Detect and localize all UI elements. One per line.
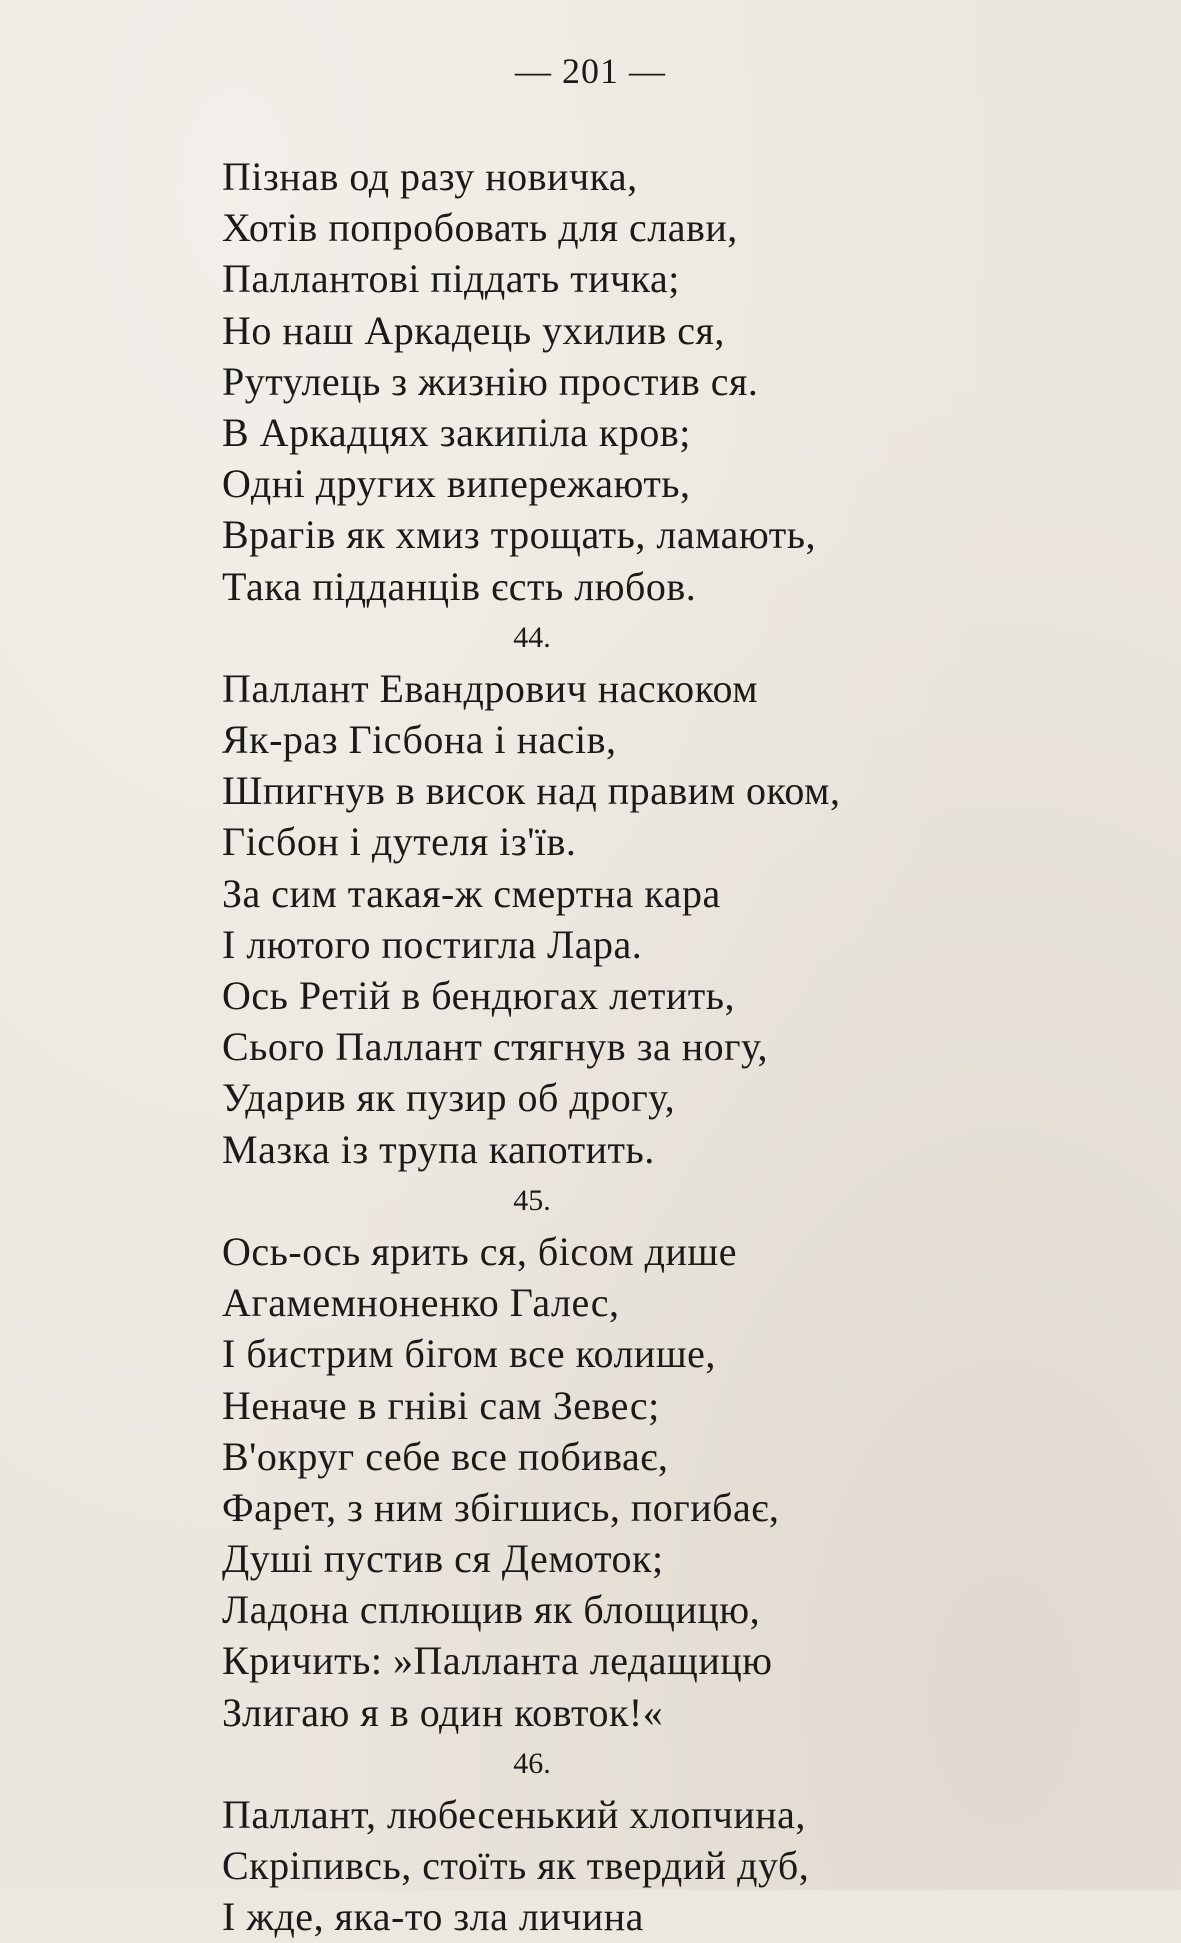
poem-line: Мазка із трупа капотить. — [222, 1126, 655, 1172]
poem-line: Злигаю я в один ковток!« — [222, 1689, 664, 1735]
poem-line: Ударив як пузир об дрогу, — [222, 1075, 676, 1121]
poem-line: Ладона сплющив як блощицю, — [222, 1587, 761, 1633]
poem-line: Пізнав од разу новичка, — [222, 154, 638, 199]
stanza-number: 46. — [513, 1746, 551, 1780]
stanza-number: 45. — [513, 1183, 551, 1217]
poem-line: Но наш Аркадець ухилив ся, — [222, 307, 725, 353]
poem-line: Скріпивсь, стоїть як твердий дуб, — [222, 1843, 810, 1889]
stanza-number: 44. — [513, 620, 551, 654]
poem-line: Ось Ретій в бендюгах летить, — [222, 973, 735, 1018]
poem-line: Паллант, любесенький хлопчина, — [222, 1792, 806, 1837]
poem-line: Як-раз Гісбона і насів, — [222, 717, 617, 763]
poem-line: Ось-ось ярить ся, бісом дише — [222, 1228, 737, 1274]
poem-text — [222, 151, 1122, 1943]
poem-line: Паллантові піддать тичка; — [222, 256, 680, 302]
poem-line: Кричить: »Палланта ледащицю — [222, 1638, 773, 1684]
poem-line: Врагів як хмиз трощать, ламають, — [222, 512, 816, 558]
poem-line: Паллант Евандрович наскоком — [222, 665, 759, 711]
poem-line: Агамемноненко Галес, — [222, 1280, 620, 1326]
poem-line: В Аркадцях закипіла кров; — [222, 409, 691, 455]
poem-line: Душі пустив ся Демоток; — [222, 1536, 664, 1582]
poem-line: Така підданців єсть любов. — [222, 563, 697, 609]
poem-line: Неначе в гніві сам Зевес; — [222, 1382, 660, 1428]
poem-line: В'округ себе все побиває, — [222, 1433, 669, 1479]
poem-line: Одні других випережають, — [222, 461, 691, 507]
poem-line: Рутулець з жизнію простив ся. — [222, 358, 759, 404]
poem-line: Гісбон і дутеля із'їв. — [222, 819, 577, 865]
poem-line: І жде, яка-то зла личина — [222, 1894, 644, 1940]
poem-line: І лютого постигла Лара. — [222, 921, 643, 967]
poem-line: Шпигнув в висок над правим оком, — [222, 768, 841, 814]
poem-line: Хотів попробовать для слави, — [222, 205, 738, 251]
poem-line: За сим такая-ж смертна кара — [222, 870, 721, 916]
poem-line: І бистрим бігом все колише, — [222, 1331, 716, 1377]
page-number: — 201 — — [515, 51, 666, 91]
poem-line: Сього Паллант стягнув за ногу, — [222, 1024, 769, 1070]
poem-line: Фарет, з ним збігшись, погибає, — [222, 1484, 780, 1530]
